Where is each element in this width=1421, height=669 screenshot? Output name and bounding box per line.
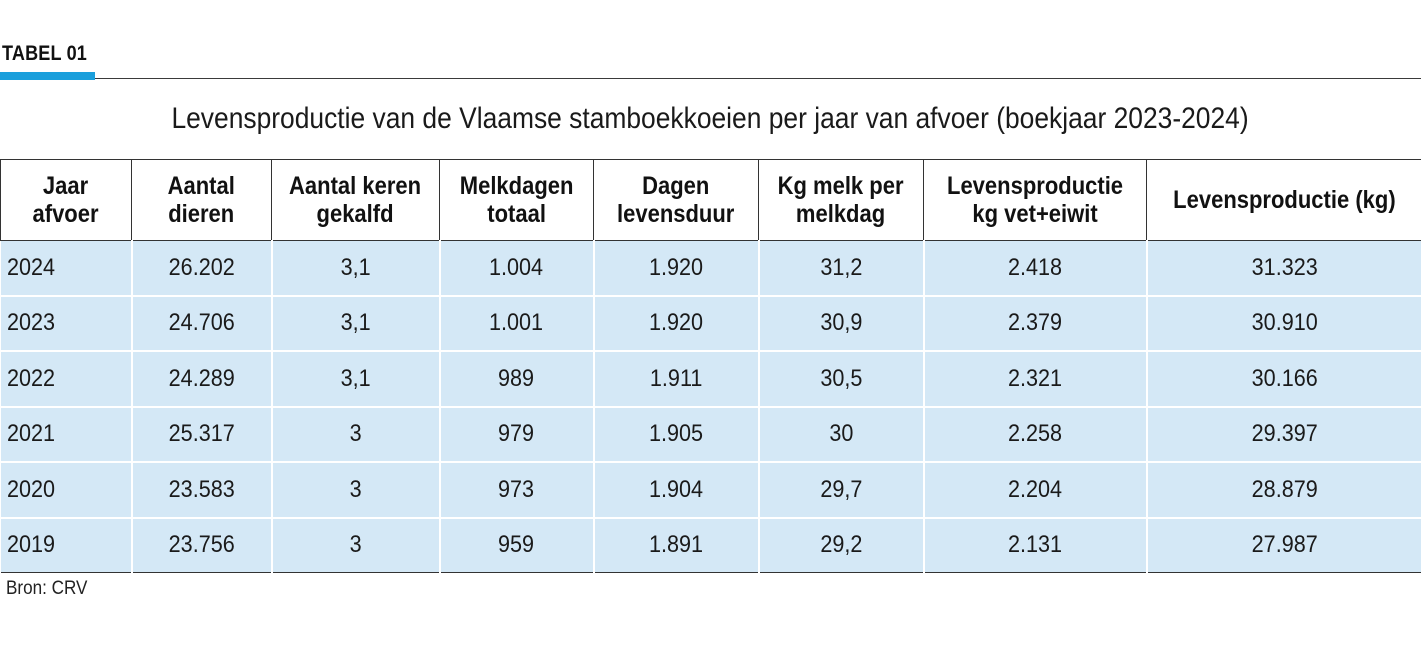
cell-levensproductie-kg: 30.166	[1147, 351, 1421, 407]
cell-aantal-keren-gekalfd: 3,1	[272, 296, 440, 352]
cell-jaar-afvoer: 2019	[1, 518, 132, 573]
cell-levensproductie-vet-eiwit: 2.131	[924, 518, 1147, 573]
data-table	[0, 159, 1421, 573]
cell-dagen-levensduur: 1.920	[594, 296, 759, 352]
cell-dagen-levensduur: 1.920	[594, 241, 759, 296]
header-aantal-dieren: Aantal dieren	[132, 160, 272, 241]
cell-aantal-dieren: 24.706	[132, 296, 272, 352]
table-title-text: Levensproductie van de Vlaamse stamboekkoeien per jaar van afvoer (boekjaar 2023-2024)	[171, 102, 1250, 135]
cell-kg-melk-per-melkdag: 30	[759, 407, 924, 463]
cell-aantal-keren-gekalfd: 3	[272, 518, 440, 573]
cell-dagen-levensduur: 1.911	[594, 351, 759, 407]
cell-levensproductie-vet-eiwit: 2.321	[924, 351, 1147, 407]
table-row	[1, 351, 1421, 407]
header-aantal-keren-gekalfd: Aantal keren gekalfd	[272, 160, 440, 241]
cell-kg-melk-per-melkdag: 30,5	[759, 351, 924, 407]
table-row	[1, 296, 1421, 352]
cell-jaar-afvoer: 2022	[1, 351, 132, 407]
cell-kg-melk-per-melkdag: 30,9	[759, 296, 924, 352]
cell-aantal-dieren: 23.583	[132, 462, 272, 518]
cell-melkdagen-totaal: 973	[440, 462, 594, 518]
header-jaar-afvoer: Jaar afvoer	[1, 160, 132, 241]
cell-jaar-afvoer: 2024	[1, 241, 132, 296]
cell-melkdagen-totaal: 979	[440, 407, 594, 463]
cell-melkdagen-totaal: 959	[440, 518, 594, 573]
cell-aantal-keren-gekalfd: 3,1	[272, 241, 440, 296]
cell-aantal-keren-gekalfd: 3	[272, 407, 440, 463]
cell-aantal-dieren: 24.289	[132, 351, 272, 407]
header-dagen-levensduur: Dagen levensduur	[594, 160, 759, 241]
header-melkdagen-totaal: Melkdagen totaal	[440, 160, 594, 241]
cell-aantal-keren-gekalfd: 3	[272, 462, 440, 518]
accent-bar	[0, 72, 95, 80]
cell-jaar-afvoer: 2020	[1, 462, 132, 518]
header-kg-melk-per-melkdag: Kg melk per melkdag	[759, 160, 924, 241]
cell-aantal-dieren: 26.202	[132, 241, 272, 296]
cell-kg-melk-per-melkdag: 31,2	[759, 241, 924, 296]
header-levensproductie-vet-eiwit: Levensproductie kg vet+eiwit	[924, 160, 1147, 241]
cell-aantal-keren-gekalfd: 3,1	[272, 351, 440, 407]
header-levensproductie-kg: Levensproductie (kg)	[1147, 160, 1421, 241]
cell-dagen-levensduur: 1.904	[594, 462, 759, 518]
cell-levensproductie-vet-eiwit: 2.379	[924, 296, 1147, 352]
cell-dagen-levensduur: 1.891	[594, 518, 759, 573]
cell-kg-melk-per-melkdag: 29,7	[759, 462, 924, 518]
top-rule	[0, 78, 1421, 79]
cell-levensproductie-kg: 30.910	[1147, 296, 1421, 352]
table-row	[1, 407, 1421, 463]
table-label: TABEL 01	[2, 42, 88, 65]
cell-levensproductie-vet-eiwit: 2.204	[924, 462, 1147, 518]
table-row	[1, 518, 1421, 573]
cell-jaar-afvoer: 2023	[1, 296, 132, 352]
table-row	[1, 241, 1421, 296]
cell-kg-melk-per-melkdag: 29,2	[759, 518, 924, 573]
cell-melkdagen-totaal: 1.001	[440, 296, 594, 352]
table-row	[1, 462, 1421, 518]
cell-dagen-levensduur: 1.905	[594, 407, 759, 463]
cell-melkdagen-totaal: 1.004	[440, 241, 594, 296]
source-note: Bron: CRV	[6, 578, 88, 599]
cell-aantal-dieren: 25.317	[132, 407, 272, 463]
cell-jaar-afvoer: 2021	[1, 407, 132, 463]
cell-levensproductie-kg: 31.323	[1147, 241, 1421, 296]
table-title	[0, 102, 1421, 136]
header-row	[1, 160, 1421, 241]
cell-levensproductie-kg: 27.987	[1147, 518, 1421, 573]
cell-levensproductie-vet-eiwit: 2.418	[924, 241, 1147, 296]
cell-melkdagen-totaal: 989	[440, 351, 594, 407]
cell-levensproductie-kg: 29.397	[1147, 407, 1421, 463]
cell-levensproductie-kg: 28.879	[1147, 462, 1421, 518]
cell-levensproductie-vet-eiwit: 2.258	[924, 407, 1147, 463]
cell-aantal-dieren: 23.756	[132, 518, 272, 573]
